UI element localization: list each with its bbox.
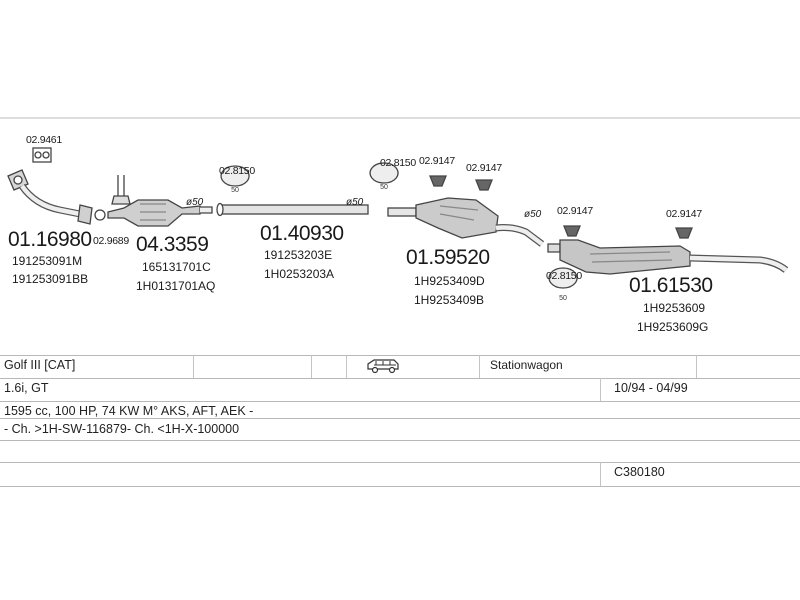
part3-number: 01.40930 bbox=[260, 222, 344, 245]
part1-ref-side: 02.9689 bbox=[93, 235, 129, 247]
table-rule bbox=[0, 418, 800, 419]
part3-oem-1: 191253203E bbox=[264, 248, 333, 262]
years-cell: 10/94 - 04/99 bbox=[614, 381, 688, 395]
part3-oem-2: 1H0253203A bbox=[264, 267, 335, 281]
clamp-icon bbox=[95, 210, 105, 220]
part5-ref-1: 02.9147 bbox=[557, 205, 593, 217]
diameter-label-3: ø50 bbox=[524, 209, 542, 220]
station-wagon-icon bbox=[366, 358, 400, 374]
part1-ref-top: 02.9461 bbox=[26, 134, 62, 146]
hanger-icon bbox=[676, 228, 692, 238]
table-rule bbox=[0, 378, 800, 379]
body-type-cell: Stationwagon bbox=[490, 358, 563, 372]
table-rule bbox=[0, 486, 800, 487]
part4-oem-2: 1H9253409B bbox=[414, 293, 485, 307]
part2-oem-2: 1H0131701AQ bbox=[136, 279, 216, 293]
part4-number: 01.59520 bbox=[406, 246, 490, 269]
part5-number: 01.61530 bbox=[629, 274, 713, 297]
catalog-code-cell: C380180 bbox=[614, 465, 665, 479]
part5-ref-3: 02.8150 bbox=[546, 270, 582, 282]
table-divider bbox=[311, 355, 312, 378]
part2-number: 04.3359 bbox=[136, 233, 209, 256]
svg-text:50: 50 bbox=[559, 295, 567, 302]
part1-number: 01.16980 bbox=[8, 228, 92, 251]
hanger-icon bbox=[430, 176, 446, 186]
model-cell: Golf III [CAT] bbox=[4, 358, 76, 372]
part4-ref-1: 02.8150 bbox=[380, 157, 416, 169]
part1-oem-1: 191253091M bbox=[12, 254, 83, 268]
part5-oem-1: 1H9253609 bbox=[643, 301, 706, 315]
diameter-label-2: ø50 bbox=[346, 197, 364, 208]
front-pipe-drawing bbox=[8, 148, 105, 224]
part5-ref-2: 02.9147 bbox=[666, 208, 702, 220]
engine-cell: 1.6i, GT bbox=[4, 381, 49, 395]
part4-ref-3: 02.9147 bbox=[466, 162, 502, 174]
part3-ref: 02.8150 bbox=[219, 165, 255, 177]
table-divider bbox=[346, 355, 347, 378]
table-divider bbox=[600, 378, 601, 401]
table-divider bbox=[600, 462, 601, 486]
svg-text:50: 50 bbox=[380, 184, 388, 191]
diameter-label-1: ø50 bbox=[186, 197, 204, 208]
table-divider bbox=[479, 355, 480, 378]
part5-oem-2: 1H9253609G bbox=[637, 320, 709, 334]
spec-cell: 1595 cc, 100 HP, 74 KW M° AKS, AFT, AEK - bbox=[4, 404, 254, 418]
table-rule bbox=[0, 355, 800, 356]
hanger-icon bbox=[476, 180, 492, 190]
part4-oem-1: 1H9253409D bbox=[414, 274, 485, 288]
table-rule bbox=[0, 440, 800, 441]
part2-oem-1: 165131701C bbox=[142, 260, 211, 274]
part4-ref-2: 02.9147 bbox=[419, 155, 455, 167]
table-rule bbox=[0, 462, 800, 463]
table-divider bbox=[193, 355, 194, 378]
svg-text:50: 50 bbox=[231, 187, 239, 194]
hanger-icon bbox=[564, 226, 580, 236]
part1-oem-2: 191253091BB bbox=[12, 272, 89, 286]
table-rule bbox=[0, 401, 800, 402]
middle-silencer-drawing bbox=[370, 163, 542, 244]
table-divider bbox=[696, 355, 697, 378]
chassis-cell: - Ch. >1H-SW-116879- Ch. <1H-X-100000 bbox=[4, 422, 240, 436]
